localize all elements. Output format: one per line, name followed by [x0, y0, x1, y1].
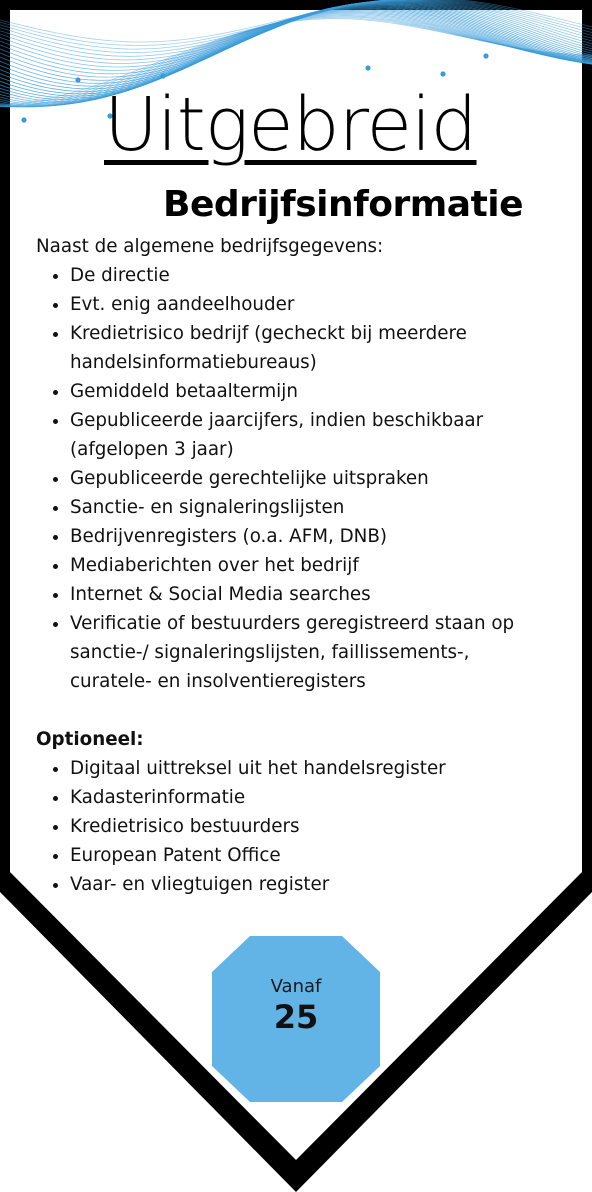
page-subtitle: Bedrijfsinformatie	[163, 184, 524, 225]
list-item: • Kredietrisico bedrijf (gecheckt bij meerdere handelsinformatiebureaus)	[70, 319, 536, 377]
feature-list	[36, 261, 536, 696]
list-item: • Gemiddeld betaaltermijn	[70, 377, 536, 406]
optional-list-item: • Digitaal uittreksel uit het handelsregister	[70, 754, 536, 783]
spacer	[36, 696, 536, 725]
intro-text: Naast de algemene bedrijfsgegevens:	[36, 236, 384, 257]
optional-list-item: • Vaar- en vliegtuigen register	[70, 870, 536, 899]
list-item: • Gepubliceerde jaarcijfers, indien beschikbaar (afgelopen 3 jaar)	[70, 406, 536, 464]
optional-list-item: • Kadasterinformatie	[70, 783, 536, 812]
optional-heading: Optioneel:	[36, 729, 144, 750]
list-item: • Bedrijvenregisters (o.a. AFM, DNB)	[70, 522, 536, 551]
list-item: • Evt. enig aandeelhouder	[70, 290, 536, 319]
content-block	[36, 232, 536, 899]
optional-list	[36, 754, 536, 899]
list-item: • De directie	[70, 261, 536, 290]
list-item: • Gepubliceerde gerechtelijke uitspraken	[70, 464, 536, 493]
optional-list-item: • Kredietrisico bestuurders	[70, 812, 536, 841]
list-item: • Verificatie of bestuurders geregistreerd staan op sanctie-/ signaleringslijsten, faillissements-, curatele- en insolventieregisters	[70, 609, 536, 696]
list-item: • Mediaberichten over het bedrijf	[70, 551, 536, 580]
page-title: Uitgebreid	[104, 82, 477, 168]
optional-list-item: • European Patent Office	[70, 841, 536, 870]
list-item: • Sanctie- en signaleringslijsten	[70, 493, 536, 522]
list-item: • Internet & Social Media searches	[70, 580, 536, 609]
price-value: 25	[273, 998, 319, 1036]
price-badge	[212, 936, 380, 1102]
price-label: Vanaf	[270, 976, 322, 997]
